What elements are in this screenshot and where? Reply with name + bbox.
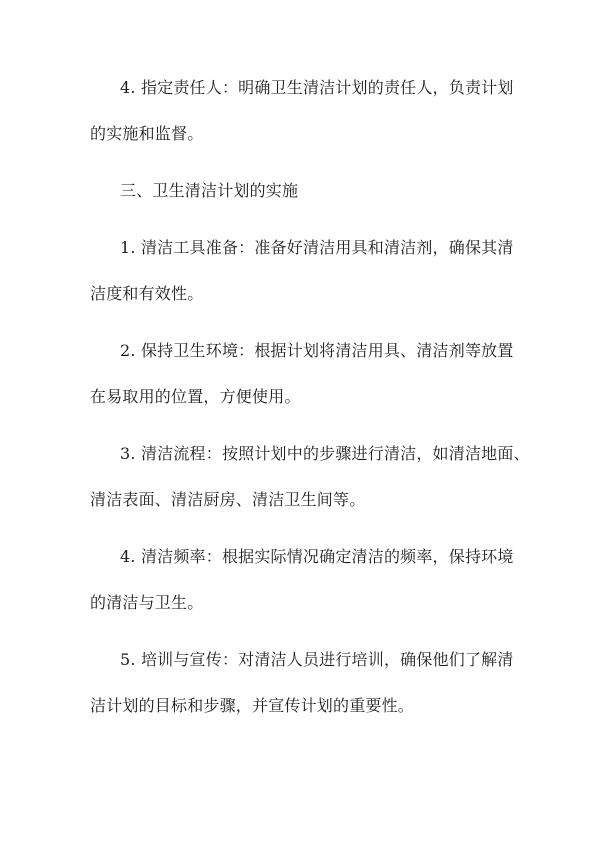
paragraph-line: 在易取用的位置，方便使用。 [90,387,301,406]
paragraph-line: 5. 培训与宣传：对清洁人员进行培训，确保他们了解清 [120,650,514,669]
paragraph-line: 洁度和有效性。 [90,284,204,303]
section-heading [90,168,530,214]
paragraph-line: 清洁表面、清洁厨房、清洁卫生间等。 [90,490,366,509]
paragraph-line: 4. 指定责任人：明确卫生清洁计划的责任人，负责计划 [120,78,514,97]
list-item-keep-environment [90,328,530,420]
paragraph-line: 3. 清洁流程：按照计划中的步骤进行清洁，如清洁地面、 [120,444,530,463]
list-item-assign-responsible [90,65,530,157]
section-heading-text: 三、卫生清洁计划的实施 [120,181,299,200]
list-item-cleaning-frequency [90,534,530,626]
paragraph-line: 1. 清洁工具准备：准备好清洁用具和清洁剂，确保其清 [120,238,514,257]
paragraph-line: 洁计划的目标和步骤，并宣传计划的重要性。 [90,696,415,715]
list-item-cleaning-process [90,431,530,523]
paragraph-line: 2. 保持卫生环境：根据计划将清洁用具、清洁剂等放置 [120,341,514,360]
paragraph-line: 4. 清洁频率：根据实际情况确定清洁的频率，保持环境 [120,547,514,566]
paragraph-line: 的实施和监督。 [90,124,204,143]
list-item-tool-preparation [90,225,530,317]
list-item-training-promotion [90,637,530,729]
paragraph-line: 的清洁与卫生。 [90,593,204,612]
document-body [90,65,530,740]
